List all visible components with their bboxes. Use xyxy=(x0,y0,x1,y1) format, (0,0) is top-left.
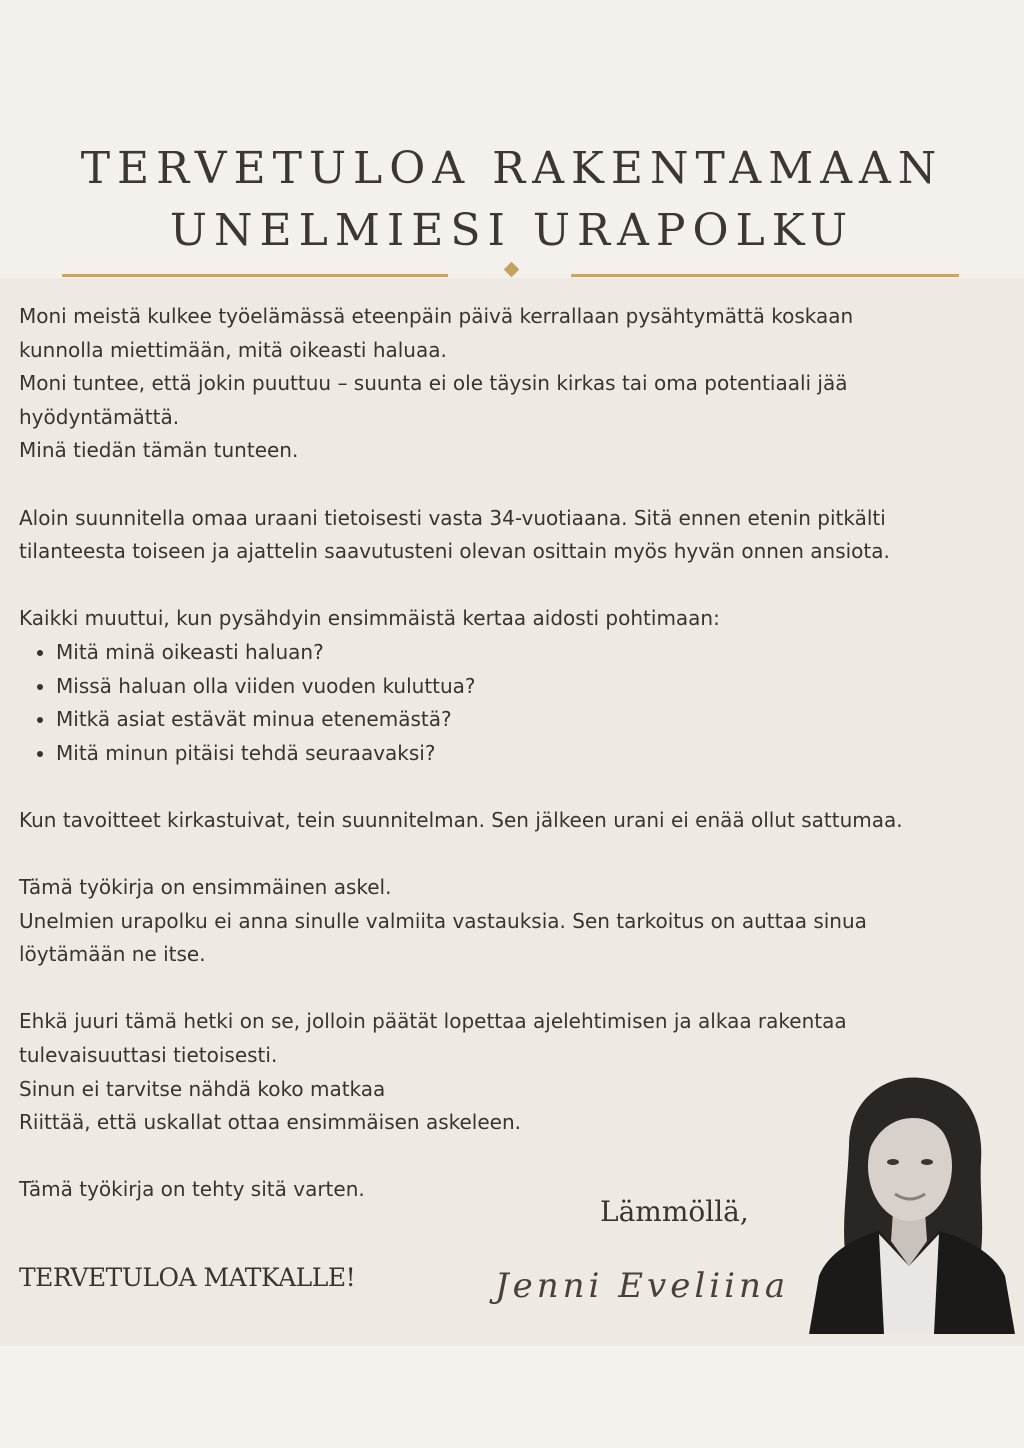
closing-welcome: TERVETULOA MATKALLE! xyxy=(19,1263,356,1292)
portrait-image xyxy=(809,1076,1015,1334)
moment-line-3: Riittää, että uskallat ottaa ensimmäisen askeleen. xyxy=(19,1110,522,1135)
workbook-line-1: Tämä työkirja on ensimmäinen askel. xyxy=(19,875,392,900)
closing-warmly: Lämmöllä, xyxy=(600,1195,749,1228)
paragraph-gap xyxy=(19,770,919,804)
moment-line-2: Sinun ei tarvitse nähdä koko matkaa xyxy=(19,1076,386,1101)
paragraph-gap xyxy=(19,838,919,872)
workbook-line-2: Unelmien urapolku ei anna sinulle valmiita vastauksia. Sen tarkoitus on auttaa sinua löytämään ne itse. xyxy=(19,908,867,967)
intro-line-3: Minä tiedän tämän tunteen. xyxy=(19,438,299,463)
question-item: • Missä haluan olla viiden vuoden kuluttua? xyxy=(56,670,919,704)
title-line-1: TERVETULOA RAKENTAMAAN xyxy=(80,143,944,194)
signature: Jenni Eveliina xyxy=(495,1266,790,1306)
plan-paragraph: Kun tavoitteet kirkastuivat, tein suunnitelman. Sen jälkeen urani ei enää ollut sattumaa. xyxy=(19,807,903,832)
story-paragraph: Aloin suunnitella omaa uraani tietoisesti vasta 34-vuotiaana. Sitä ennen etenin pitkälti tilanteesta toiseen ja ajattelin saavutusteni olevan osittain myös hyvän onnen ansiota. xyxy=(19,505,890,564)
paragraph-gap xyxy=(19,1140,919,1174)
paragraph-gap xyxy=(19,972,919,1006)
question-item: • Mitä minä oikeasti haluan? xyxy=(56,636,919,670)
intro-line-1: Moni meistä kulkee työelämässä eteenpäin päivä kerrallaan pysähtymättä koskaan kunnolla miettimään, mitä oikeasti haluaa. xyxy=(19,304,854,362)
moment-line-1: Ehkä juuri tämä hetki on se, jolloin päätät lopettaa ajelehtimisen ja alkaa rakentaa tulevaisuuttasi tietoisesti. xyxy=(19,1009,847,1068)
page-title xyxy=(0,138,1024,262)
questions-lead: Kaikki muuttui, kun pysähdyin ensimmäistä kertaa aidosti pohtimaan: xyxy=(19,606,720,631)
question-item: • Mitkä asiat estävät minua etenemästä? xyxy=(56,703,919,737)
paragraph-gap xyxy=(19,569,919,603)
author-portrait xyxy=(809,1076,1015,1334)
letter-body xyxy=(19,300,919,1207)
purpose-line: Tämä työkirja on tehty sitä varten. xyxy=(19,1177,365,1202)
divider-right xyxy=(571,274,959,277)
intro-line-2: Moni tuntee, että jokin puuttuu – suunta ei ole täysin kirkas tai oma potentiaali jää hyödyntämättä. xyxy=(19,371,848,429)
title-line-2: UNELMIESI URAPOLKU xyxy=(169,205,855,256)
paragraph-gap xyxy=(19,468,919,502)
divider-left xyxy=(62,274,448,277)
question-list xyxy=(19,636,919,770)
question-item: • Mitä minun pitäisi tehdä seuraavaksi? xyxy=(56,737,919,771)
